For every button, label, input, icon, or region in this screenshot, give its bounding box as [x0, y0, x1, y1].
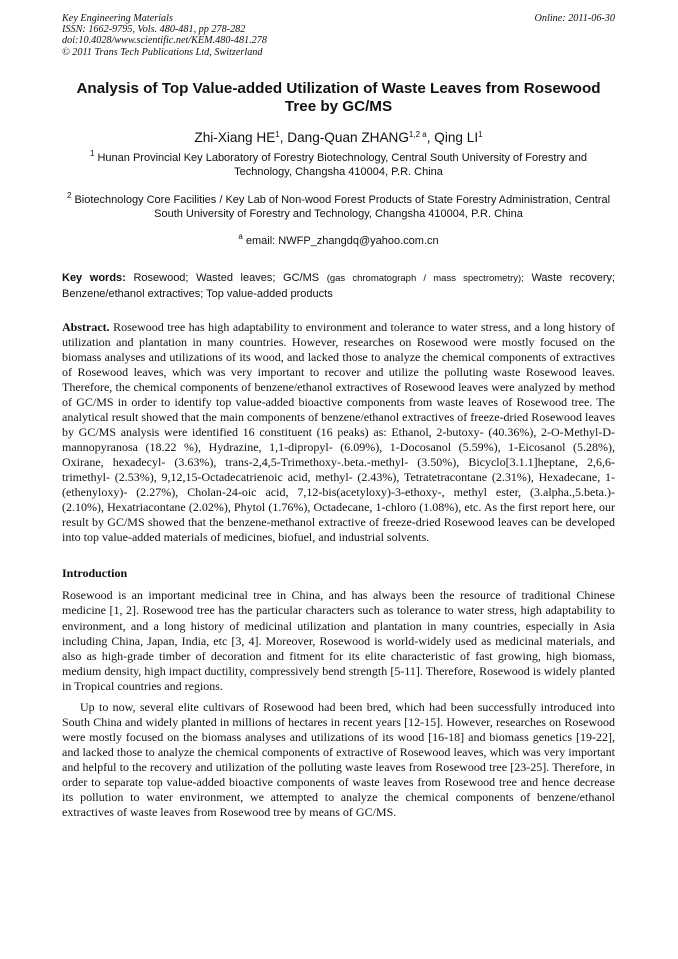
author-list [62, 130, 615, 146]
author-affiliation-mark: 1 [478, 129, 483, 139]
author-name: Qing LI [434, 129, 479, 145]
author-separator: , [279, 129, 288, 145]
introduction-paragraph: Up to now, several elite cultivars of Rosewood had been bred, which had been successfully introduced into South China and widely planted in millions of hectares in recent years [12-15]. However, researches on Rosewood were mostly focused on the biomass analyses and utilizations of its wood [16-18] and biomass genetics [19-22], and lacked those to analyze the chemical components of extractive of Rosewood leaves, which was very important and helpful to the recovery and utilization of the polluting waste leaves from Rosewood tree [23-25]. Therefore, in order to separate top value-added bioactive components of waste leaves from Rosewood tree and hence decrease its pollution to water environment, we attempted to analyze the chemical components of benzene/ethanol extractives of waste leaves from Rosewood tree by means of GC/MS. [62, 699, 615, 820]
email-label: email: [245, 234, 276, 247]
keywords-block [62, 271, 615, 300]
introduction-paragraph: Rosewood is an important medicinal tree in China, and has always been the resource of traditional Chinese medicine [1, 2]. Rosewood tree has the particular characters such as tolerance to water stress, high adaptability to environment, and a long history of medicinal utilization and plantation in many countries, especially in Asia including China, Japan, India, etc [3, 4]. Moreover, Rosewood is world-widely used as medicinal materials, and also as high-grade timber of decoration and fitment for its elite characteristic of fast growing, high biomass, medium density, high impact ductility, compressively bend strength [5-11]. Therefore, Rosewood is widely planted in Tropical countries and regions. [62, 588, 615, 693]
affiliation-2 [62, 190, 615, 222]
keywords-abbreviation: (gas chromatograph / mass spectrometry); [326, 273, 524, 285]
abstract-label: Abstract. [62, 319, 110, 334]
author-affiliation-mark: 1 [275, 129, 280, 139]
email-address[interactable]: NWFP_zhangdq@yahoo.com.cn [278, 234, 439, 247]
online-date: Online: 2011-06-30 [534, 13, 615, 24]
affiliation-mark: 1 [89, 148, 95, 158]
paper-title: Analysis of Top Value-added Utilization of Waste Leaves from Rosewood Tree by GC/MS [76, 79, 601, 116]
paper-page [62, 13, 615, 820]
email-line [62, 231, 615, 249]
keywords-label: Key words: [62, 272, 126, 285]
affiliation-mark: 2 [66, 190, 72, 200]
email-mark: a [238, 231, 243, 241]
abstract-text: Rosewood tree has high adaptability to environment and tolerance to water stress, and a long history of utilization and plantation in many countries. However, researches on Rosewood were mostly focused on the biomass analyses and utilizations of its wood, and lacked those to analyze the chemical components of extractives of Rosewood leaves, which was very important to recover and utilize the polluting waste Rosewood leaves. Therefore, the chemical components of benzene/ethanol extractives of Rosewood leaves were analyzed by method of GC/MS in order to identify top value-added bioactive components from waste leaves of Rosewood tree. The analytical result showed that the main components of benzene/ethanol extractives of freeze-dried Rosewood leaves by GC/MS analysis were identified 16 constituent (16 peaks) as: Ethanol, 2-butoxy- (40.36%), 2-O-Methyl-D-mannopyranosa (18.22 %), Hydrazine, 1,1-dipropyl- (6.09%), 1-Docosanol (5.59%), 1-Eicosanol (5.28%), Oxirane, hexadecyl- (3.63%), trans-2,4,5-Trimethoxy-.beta.-methyl- (3.50%), Bicyclo[3.1.1]heptane, 2,6,6-trimethyl- (2.53%), 9,12,15-Octadecatrienoic acid, methyl- (2.43%), Tetratetracontane (2.31%), Hexadecane, 1-(ethenyloxy)- (2.27%), Cholan-24-oic acid, 7,12-bis(acetyloxy)-3-ethoxy-, methyl ester, (3.alpha.,5.beta.)- (2.10%), Hexatriacontane (2.02%), Phytol (1.76%), Octadecane, 1-chloro (1.08%), etc. As the first report here, our result by GC/MS showed that the benzene-methanol extractive of freeze-dried Rosewood leaves can be developed into top value-added materials of medicines, biofuel, and industrial solvents. [62, 319, 616, 545]
affiliation-1 [62, 148, 615, 180]
abstract-block [62, 320, 615, 546]
doi-line: doi:10.4028/www.scientific.net/KEM.480-481.278 [62, 35, 267, 47]
keywords-text: Rosewood; Wasted leaves; GC/MS [133, 272, 320, 285]
affiliation-text: Hunan Provincial Key Laboratory of Forestry Biotechnology, Central South University of Forestry and Technology, Changsha 410004, P.R. China [97, 151, 588, 179]
affiliation-text: Biotechnology Core Facilities / Key Lab of Non-wood Forest Products of State Forestry Administration, Central South University of Forestry and Technology, Changsha 410004, P.R. China [74, 193, 611, 221]
author-name: Dang-Quan ZHANG [287, 129, 409, 145]
issn-line: ISSN: 1662-9795, Vols. 480-481, pp 278-282 [62, 24, 246, 36]
keywords-text-continued: Waste recovery; Benzene/ethanol extractives; Top value-added products [62, 272, 616, 300]
journal-name: Key Engineering Materials [62, 13, 173, 24]
journal-header [62, 13, 615, 58]
author-affiliation-mark: 1,2 a [408, 129, 427, 139]
copyright-line: © 2011 Trans Tech Publications Ltd, Switzerland [62, 46, 263, 58]
author-name: Zhi-Xiang HE [194, 129, 276, 145]
introduction-heading: Introduction [62, 566, 128, 581]
author-separator: , [426, 129, 435, 145]
